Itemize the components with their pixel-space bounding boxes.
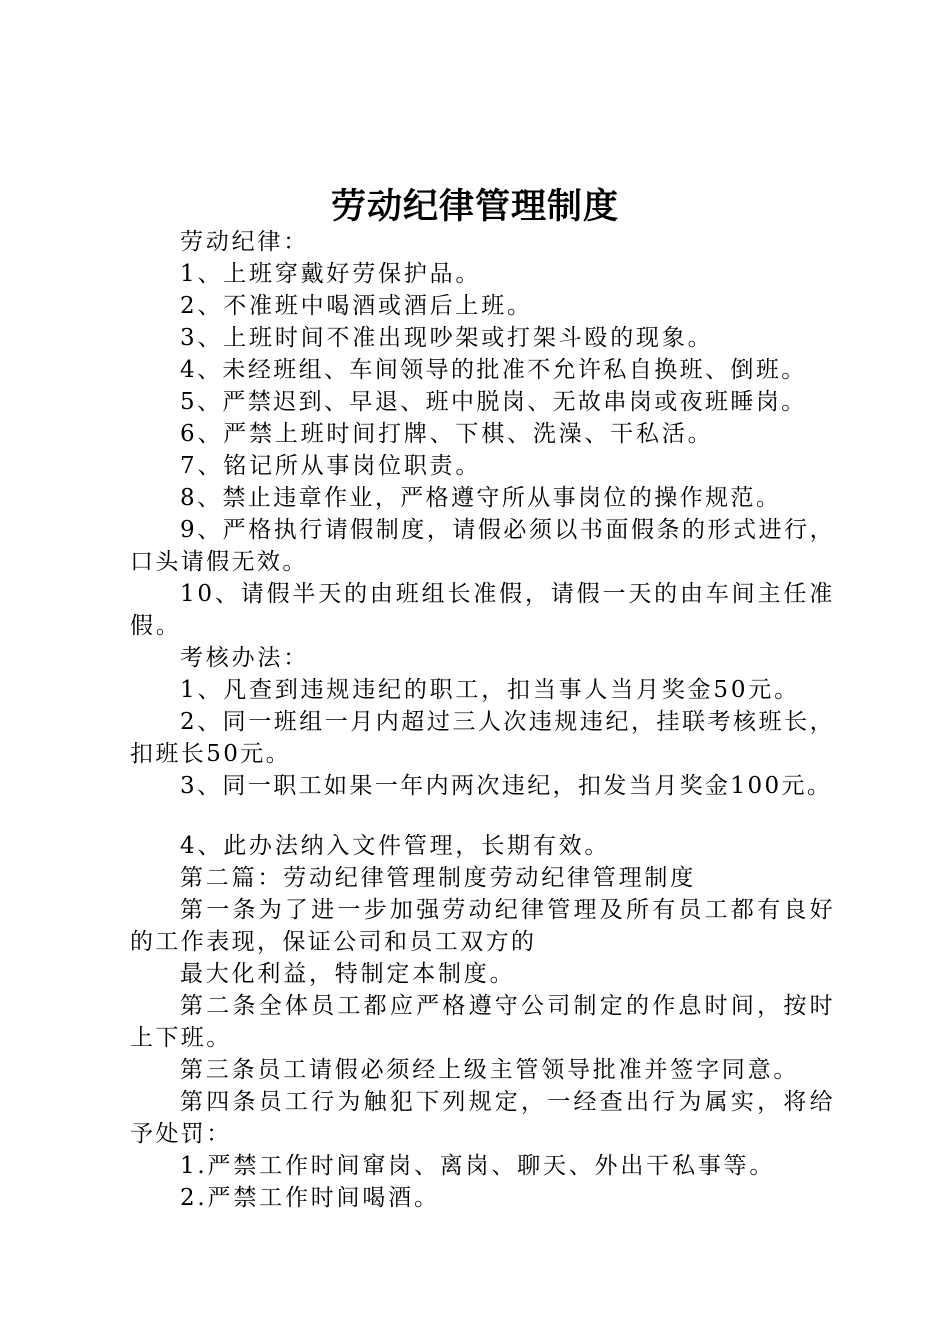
rule-item: 3、上班时间不准出现吵架或打架斗殴的现象。 [180, 325, 714, 351]
rule-item: 5、严禁迟到、早退、班中脱岗、无故串岗或夜班睡岗。 [180, 389, 807, 415]
article-paragraph: 第四条员工行为触犯下列规定，一经查出行为属实，将给予处罚： [130, 1089, 835, 1147]
rule-item: 6、严禁上班时间打牌、下棋、洗澡、干私活。 [180, 421, 714, 447]
article-paragraph: 第三条员工请假必须经上级主管领导批准并签字同意。 [180, 1057, 800, 1083]
penalty-item: 2.严禁工作时间喝酒。 [180, 1185, 440, 1211]
rule-item: 1、上班穿戴好劳保护品。 [180, 261, 482, 287]
assessment-item: 1、凡查到违规违纪的职工，扣当事人当月奖金50元。 [180, 677, 800, 703]
assessment-item: 3、同一职工如果一年内两次违纪，扣发当月奖金100元。 [180, 773, 833, 799]
rule-item: 8、禁止违章作业，严格遵守所从事岗位的操作规范。 [180, 485, 782, 511]
rule-item: 10、请假半天的由班组长准假，请假一天的由车间主任准假。 [130, 581, 835, 639]
document-title: 劳动纪律管理制度 [330, 186, 619, 227]
rule-item: 7、铭记所从事岗位职责。 [180, 453, 482, 479]
section-heading: 劳动纪律： [180, 229, 309, 255]
assessment-item: 2、同一班组一月内超过三人次违规违纪，挂联考核班长，扣班长50元。 [130, 709, 835, 767]
rule-item: 9、严格执行请假制度，请假必须以书面假条的形式进行，口头请假无效。 [130, 517, 835, 575]
penalty-item: 1.严禁工作时间窜岗、离岗、聊天、外出干私事等。 [180, 1153, 776, 1179]
rule-item: 2、不准班中喝酒或酒后上班。 [180, 293, 533, 319]
article-paragraph: 第二条全体员工都应严格遵守公司制定的作息时间，按时上下班。 [130, 993, 835, 1051]
article-paragraph: 最大化利益，特制定本制度。 [180, 961, 516, 987]
chapter-heading: 第二篇：劳动纪律管理制度劳动纪律管理制度 [180, 865, 696, 891]
rule-item: 4、未经班组、车间领导的批准不允许私自换班、倒班。 [180, 357, 807, 383]
article-paragraph: 第一条为了进一步加强劳动纪律管理及所有员工都有良好的工作表现，保证公司和员工双方的 [130, 897, 835, 955]
document-body [130, 226, 835, 1214]
section-heading: 考核办法： [180, 645, 309, 671]
assessment-item: 4、此办法纳入文件管理，长期有效。 [180, 833, 611, 859]
paragraph-gap [130, 802, 835, 830]
